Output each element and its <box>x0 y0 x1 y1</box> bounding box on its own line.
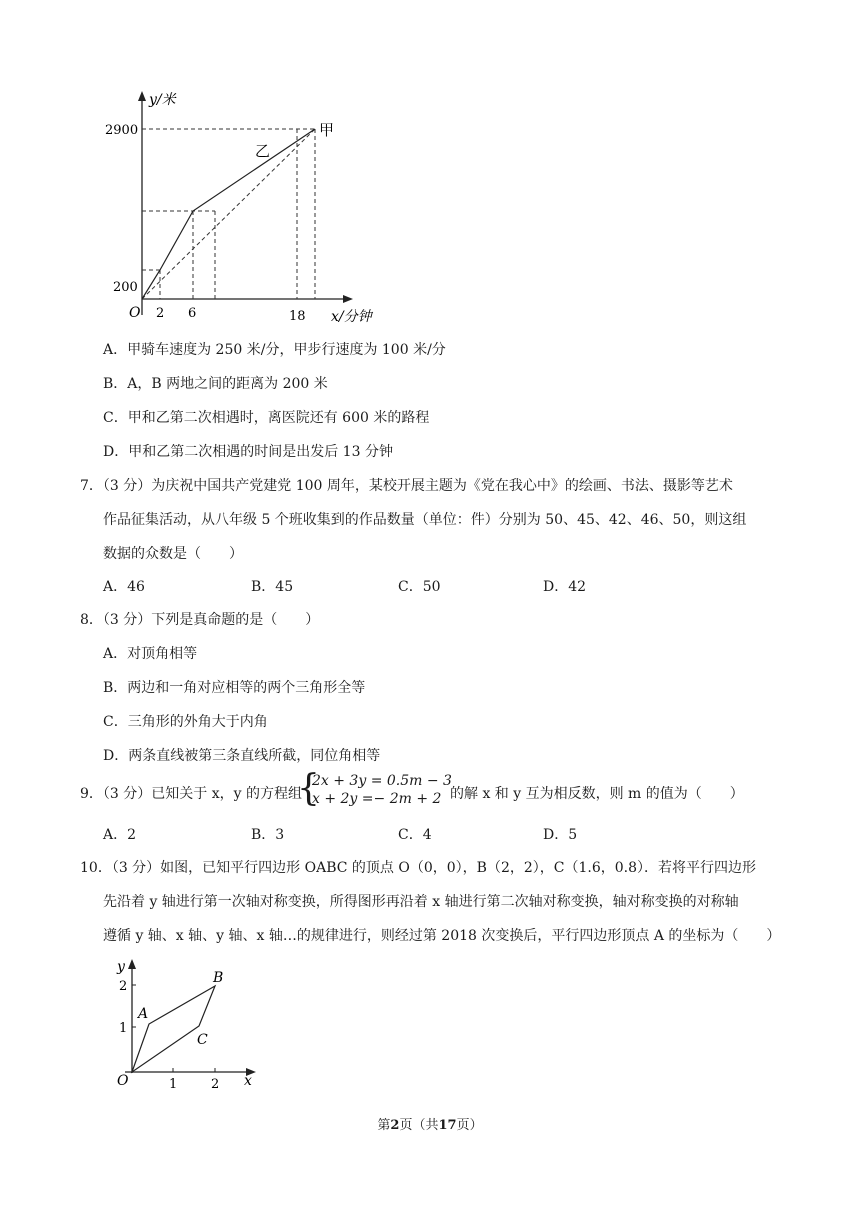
point-a-label: A <box>138 1006 149 1022</box>
q6-option-b: B．A，B 两地之间的距离为 200 米 <box>103 376 328 392</box>
x-axis-arrow <box>343 295 353 303</box>
footer-page-number: 2 <box>390 1118 400 1133</box>
left-brace: { <box>297 768 320 809</box>
point-c-label: C <box>197 1032 208 1048</box>
y-tick-2900: 2900 <box>105 123 139 138</box>
y-tick-1: 1 <box>119 1021 128 1036</box>
distance-time-graph <box>105 85 395 330</box>
q9-prefix: 9．（3 分）已知关于 x，y 的方程组 <box>80 786 302 802</box>
label-jia: 甲 <box>319 121 335 139</box>
q9-option-c: C．4 <box>398 827 432 843</box>
x-tick-2: 2 <box>156 306 165 321</box>
q7-stem-line3: 数据的众数是（ ） <box>103 546 243 562</box>
footer-mid: 页（共 <box>399 1118 439 1133</box>
q7-option-c: C．50 <box>398 579 441 595</box>
x-tick-6: 6 <box>188 306 197 321</box>
line-yi <box>142 129 315 299</box>
y-tick-2: 2 <box>119 979 128 994</box>
point-b-label: B <box>213 970 224 986</box>
origin-label: O <box>129 305 141 321</box>
y-axis-arrow <box>128 959 136 969</box>
parallelogram-oabc <box>132 986 215 1072</box>
q7-option-a: A．46 <box>103 579 145 595</box>
q8-option-c: C．三角形的外角大于内角 <box>103 714 268 730</box>
page-footer <box>0 1114 860 1133</box>
q9-option-d: D．5 <box>543 827 578 843</box>
x-axis-label: x/分钟 <box>331 309 372 325</box>
q7-stem-line2: 作品征集活动，从八年级 5 个班收集到的作品数量（单位：件）分别为 50、45、42、46、50，则这组 <box>103 512 747 528</box>
x-tick-1: 1 <box>169 1077 178 1090</box>
q7-option-d: D．42 <box>543 579 587 595</box>
q7-option-b: B．45 <box>251 579 294 595</box>
footer-post: 页） <box>456 1118 483 1133</box>
y-axis-label: y/米 <box>149 92 176 108</box>
q6-option-a: A．甲骑车速度为 250 米/分，甲步行速度为 100 米/分 <box>103 342 446 358</box>
q8-option-a: A．对顶角相等 <box>103 646 198 662</box>
y-axis-label: y <box>117 959 125 975</box>
parallelogram-graph <box>105 955 265 1090</box>
label-yi: 乙 <box>255 142 271 160</box>
origin-label: O <box>117 1073 129 1089</box>
q7-stem-line1: 7．（3 分）为庆祝中国共产党建党 100 周年，某校开展主题为《党在我心中》的绘画、书法、摄影等艺术 <box>80 478 733 494</box>
x-tick-2: 2 <box>211 1077 220 1090</box>
q9-equation-1: 2x + 3y = 0.5m − 3 <box>312 773 452 789</box>
footer-pre: 第 <box>377 1118 391 1133</box>
x-tick-18: 18 <box>289 309 306 324</box>
q10-stem-line1: 10．（3 分）如图，已知平行四边形 OABC 的顶点 O（0，0），B（2，2），C（1.6，0.8）．若将平行四边形 <box>80 860 757 876</box>
q6-option-d: D．甲和乙第二次相遇的时间是出发后 13 分钟 <box>103 444 393 460</box>
y-axis-arrow <box>138 91 146 101</box>
q9-option-b: B．3 <box>251 827 285 843</box>
q9-option-a: A．2 <box>103 827 137 843</box>
x-axis-label: x <box>244 1073 252 1089</box>
footer-total-pages: 17 <box>438 1118 457 1133</box>
q10-stem-line2: 先沿着 y 轴进行第一次轴对称变换，所得图形再沿着 x 轴进行第二次轴对称变换，轴对称变换的对称轴 <box>103 894 739 910</box>
y-tick-200: 200 <box>113 280 138 295</box>
q8-option-d: D．两条直线被第三条直线所截，同位角相等 <box>103 748 381 764</box>
q10-stem-line3: 遵循 y 轴、x 轴、y 轴、x 轴…的规律进行，则经过第 2018 次变换后，平行四边形顶点 A 的坐标为（ ） <box>103 928 781 944</box>
q6-option-c: C．甲和乙第二次相遇时，离医院还有 600 米的路程 <box>103 410 430 426</box>
q9-suffix: 的解 x 和 y 互为相反数，则 m 的值为（ ） <box>450 786 744 802</box>
q9-equation-2: x + 2y =− 2m + 2 <box>312 791 442 807</box>
q8-stem: 8．（3 分）下列是真命题的是（ ） <box>80 612 320 628</box>
q8-option-b: B．两边和一角对应相等的两个三角形全等 <box>103 680 366 696</box>
